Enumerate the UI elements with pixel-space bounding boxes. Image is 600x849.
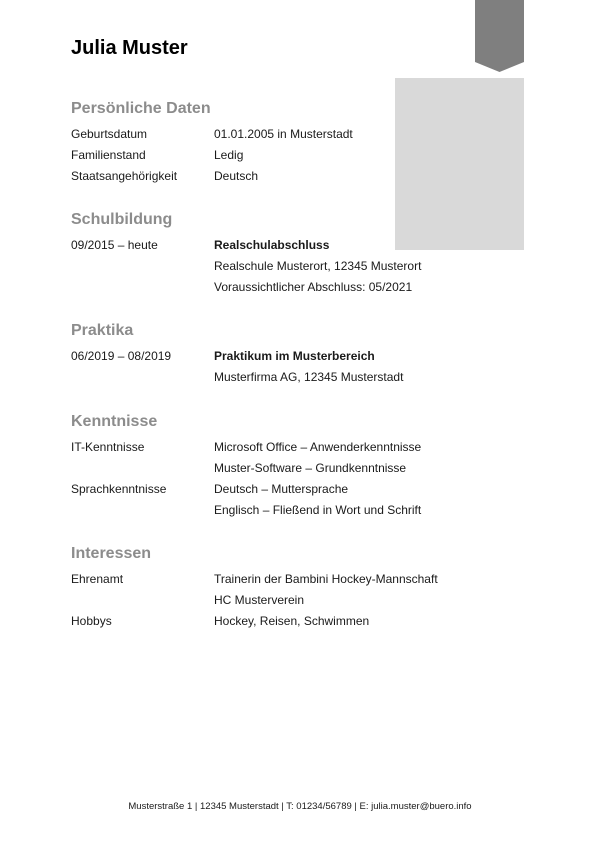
school-period: 09/2015 – heute — [71, 238, 158, 252]
section-title-interests: Interessen — [71, 545, 152, 562]
interests-hobbies-value: Hockey, Reisen, Schwimmen — [214, 614, 370, 628]
internship-company: Musterfirma AG, 12345 Musterstadt — [214, 370, 404, 384]
skills-lang-label: Sprachkenntnisse — [71, 482, 167, 496]
school-expected: Voraussichtlicher Abschluss: 05/2021 — [214, 280, 413, 294]
school-degree: Realschulabschluss — [214, 238, 330, 252]
skills-it-label: IT-Kenntnisse — [71, 440, 145, 454]
section-title-personal: Persönliche Daten — [71, 100, 211, 117]
school-name: Realschule Musterort, 12345 Musterort — [214, 259, 422, 273]
bookmark-ribbon-icon — [475, 0, 524, 72]
personal-label: Staatsangehörigkeit — [71, 169, 178, 183]
skills-it-value: Muster-Software – Grundkenntnisse — [214, 461, 407, 475]
personal-value: Ledig — [214, 148, 244, 162]
personal-label: Geburtsdatum — [71, 127, 148, 141]
footer-contact: Musterstraße 1 | 12345 Musterstadt | T: 01234/56789 | E: julia.muster@buero.info — [128, 801, 472, 812]
applicant-name: Julia Muster — [71, 37, 188, 59]
internship-period: 06/2019 – 08/2019 — [71, 349, 172, 363]
interests-volunteer-value: HC Musterverein — [214, 593, 305, 607]
section-title-internships: Praktika — [71, 322, 134, 339]
section-title-skills: Kenntnisse — [71, 413, 158, 430]
photo-placeholder — [395, 78, 524, 250]
personal-label: Familienstand — [71, 148, 146, 162]
skills-lang-value: Deutsch – Muttersprache — [214, 482, 349, 496]
interests-hobbies-label: Hobbys — [71, 614, 112, 628]
section-title-school: Schulbildung — [71, 211, 173, 228]
skills-it-value: Microsoft Office – Anwenderkenntnisse — [214, 440, 422, 454]
skills-lang-value: Englisch – Fließend in Wort und Schrift — [214, 503, 422, 517]
personal-value: 01.01.2005 in Musterstadt — [214, 127, 353, 141]
interests-volunteer-value: Trainerin der Bambini Hockey-Mannschaft — [214, 572, 438, 586]
internship-position: Praktikum im Musterbereich — [214, 349, 375, 363]
personal-value: Deutsch — [214, 169, 259, 183]
interests-volunteer-label: Ehrenamt — [71, 572, 124, 586]
